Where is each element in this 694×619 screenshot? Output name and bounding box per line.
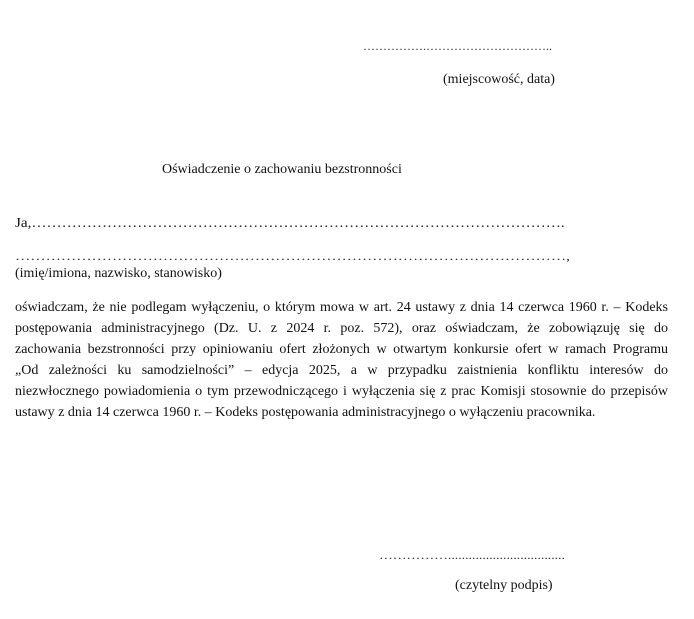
declarant-field-label: (imię/imiona, nazwisko, stanowisko) [15, 266, 222, 281]
statement-line: oświadczam, że nie podlegam wyłączeniu, o którym mowa w art. 24 ustawy z dnia 14 czerwca 1960 r. – Kodeks [15, 300, 668, 315]
statement-line: niezwłocznego powiadomienia o tym przewodniczącego i wyłączenia się z prac Komisji stosownie do przepisów [15, 384, 668, 399]
statement-line: „Od zależności ku samodzielności” – edycja 2025, a w przypadku zaistnienia konfliktu interesów do [15, 363, 668, 378]
statement-line: postępowania administracyjnego (Dz. U. z 2024 r. poz. 572), oraz oświadczam, że zobowiązuję się do [15, 321, 668, 336]
declarant-name-field[interactable]: Ja,……………………………………………………………………………………………. [15, 216, 565, 231]
statement-line: zachowania bezstronności przy opiniowaniu ofert złożonych w otwartym konkursie ofert w ramach Programu [15, 342, 668, 357]
declarant-position-field[interactable]: ………………………………………………………………………………………………, [15, 249, 570, 263]
place-date-field[interactable]: …………….………………………….. [363, 39, 552, 53]
document-title: Oświadczenie o zachowaniu bezstronności [162, 162, 402, 177]
statement-line: ustawy z dnia 14 czerwca 1960 r. – Kodeks postępowania administracyjnego o wyłączeniu pracownika. [15, 405, 596, 420]
place-date-label: (miejscowość, data) [443, 72, 555, 87]
signature-field[interactable]: …………….................................. [379, 548, 565, 562]
statement-paragraph [15, 297, 668, 423]
signature-label: (czytelny podpis) [455, 578, 553, 593]
